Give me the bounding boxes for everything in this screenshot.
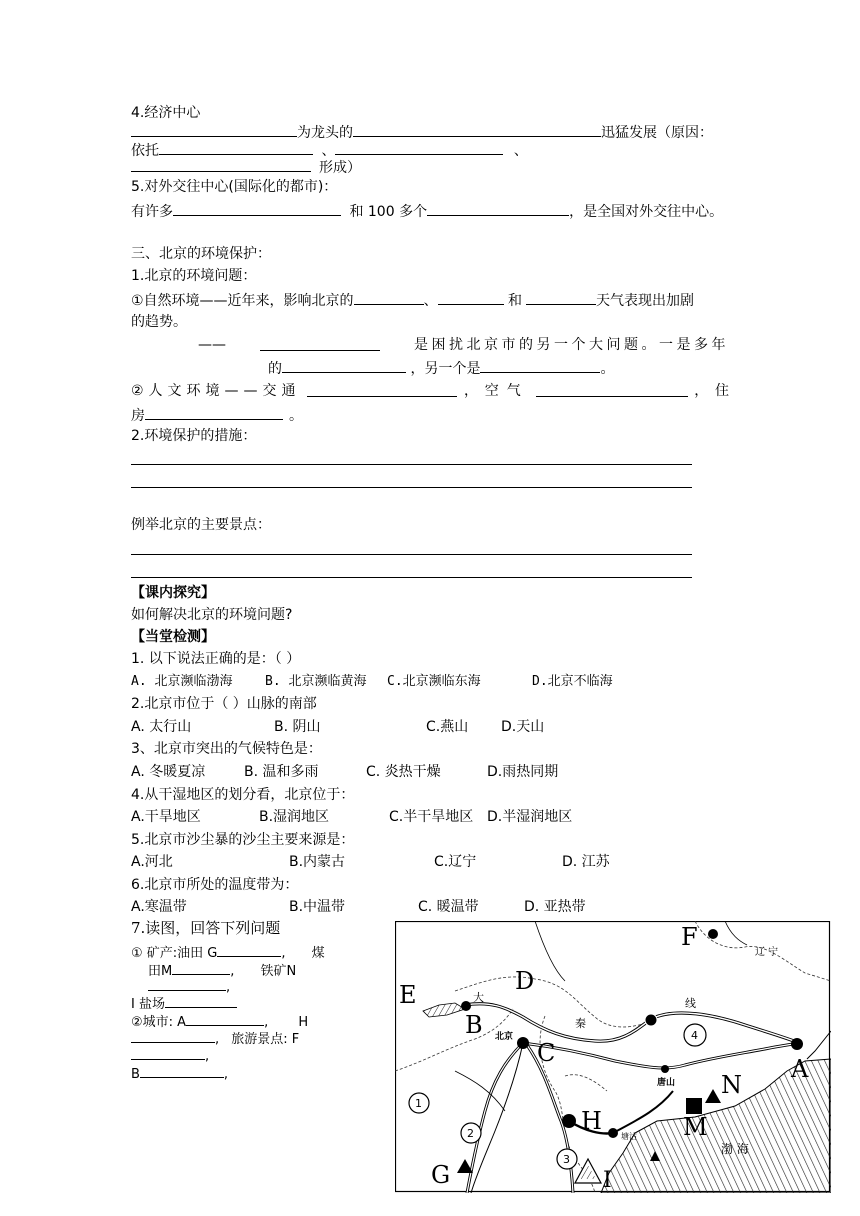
route-4-label: 4 [691,1029,698,1042]
water-mid-text: 是困扰北京市的另一个大问题。一是多年 [414,337,729,353]
answer-blank[interactable] [353,122,601,137]
question-stem: 6.北京市所处的温度带为： [131,877,299,893]
route-3-label: 3 [563,1153,570,1166]
option[interactable]: D.半湿润地区 [487,809,573,825]
iron-text: 铁矿N [260,964,297,979]
econ-end-text: 迅猛发展（原因： [601,125,713,141]
answer-blank[interactable] [282,358,406,373]
natural-env-line [131,290,694,310]
separator: 、 [321,143,336,159]
natural-start-text: ①自然环境——近年来，影响北京的 [131,293,354,309]
answer-blank[interactable] [186,1011,264,1026]
option[interactable]: B. 北京濒临黄海 [265,674,367,689]
answer-blank[interactable] [131,122,297,137]
b-label-text: B [131,1067,140,1082]
comma: , [205,1049,210,1064]
foreign-start-text: 有许多 [131,204,173,220]
answer-blank[interactable] [131,157,311,172]
beijing-region-map [395,921,831,1193]
map-label-a: A [791,1055,809,1083]
spots-title: 例举北京的主要景点： [131,517,271,533]
comma: , [264,1015,269,1030]
option[interactable]: D.雨热同期 [487,764,559,780]
scenic-f-marker [708,929,718,939]
comma: ， [464,383,479,399]
econ-title: 4.经济中心 [131,105,201,121]
map-label-i: I [603,1168,612,1193]
econ-mid-text: 为龙头的 [297,125,353,141]
live-text: 住 [714,383,729,399]
map-label-d: D [515,967,535,995]
period: 。 [289,408,303,424]
map-label-liaoning: 辽 宁 [755,947,779,958]
map-label-xian: 线 [685,997,696,1010]
answer-blank[interactable] [172,960,230,975]
city-a-marker [791,1038,803,1050]
coal-field-text: 田M [148,964,173,979]
q7-b-line [131,1063,228,1084]
air-text: 空气 [484,383,529,399]
test-heading: 【当堂检测】 [131,629,215,645]
foreign-title: 5.对外交往中心(国际化的都市)： [131,179,338,195]
option[interactable]: C.北京濒临东海 [387,674,481,689]
answer-blank[interactable] [307,382,457,397]
and-text: 和 [508,293,523,309]
map-label-f: F [681,923,698,951]
question-stem: 1. 以下说法正确的是：（ ） [131,651,301,667]
option[interactable]: B.内蒙古 [289,854,346,870]
option[interactable]: A. 太行山 [131,719,192,735]
question-stem: 5.北京市沙尘暴的沙尘主要来源是： [131,832,355,848]
answer-blank[interactable] [131,1045,205,1060]
econ-rely-text: 依托 [131,143,159,159]
env-section-title: 三、北京的环境保护： [131,246,271,262]
question-stem: 4.从干湿地区的划分看，北京位于： [131,787,355,803]
mine-prefix: ① 矿产:油田 G [131,946,218,961]
comma: , [215,1032,220,1047]
answer-blank[interactable] [480,358,600,373]
de-text: 的 [268,361,282,377]
answer-blank[interactable] [354,290,424,305]
option[interactable]: D. 亚热带 [524,899,586,915]
answer-blank[interactable] [145,405,283,420]
map-label-b: B [465,1011,483,1039]
human-traffic-text: ②人文环境——交通 [131,383,301,399]
route-1-label: 1 [415,1097,422,1110]
water-line-2 [268,358,614,378]
answer-blank[interactable] [335,140,503,155]
option[interactable]: D.天山 [501,719,545,735]
answer-line[interactable] [131,554,692,555]
separator: 、 [423,293,438,309]
comma: , [223,1067,229,1082]
answer-blank[interactable] [438,290,504,305]
city-b-marker [461,1001,471,1011]
comma: , [226,980,231,995]
map-label-h: H [581,1107,602,1135]
answer-blank[interactable] [536,382,688,397]
map-label-g: G [431,1161,451,1189]
answer-blank[interactable] [165,993,237,1008]
map-label-m: M [683,1113,708,1141]
separator: 、 [513,143,528,159]
foreign-mid-text: 和 100 多个 [349,204,428,220]
option[interactable]: C.半干旱地区 [389,809,474,825]
scenic-text: 旅游景点: F [231,1032,300,1047]
inquiry-heading: 【课内探究】 [131,585,215,601]
option[interactable]: D. 江苏 [562,854,610,870]
econ-line-1 [131,122,713,142]
tangshan-marker [661,1065,669,1073]
answer-line[interactable] [131,577,692,578]
option[interactable]: C.燕山 [426,719,469,735]
answer-blank[interactable] [260,336,380,351]
house-text: 房 [131,408,145,424]
coal-text: 煤 [311,946,325,961]
answer-blank[interactable] [427,201,569,216]
water-other-text: ，另一个是 [410,361,481,377]
map-label-qin: 秦 [575,1017,586,1030]
answer-blank[interactable] [526,290,596,305]
answer-blank[interactable] [173,201,341,216]
option[interactable]: C.辽宁 [434,854,477,870]
beijing-marker [517,1037,529,1049]
tanggu-marker [608,1128,618,1138]
natural-wrap: 的趋势。 [131,314,187,330]
map-label-e: E [399,981,417,1009]
period: 。 [600,361,615,377]
option[interactable]: B.湿润地区 [259,809,330,825]
option[interactable]: A.寒温带 [131,899,187,915]
option[interactable]: A. 北京濒临渤海 [131,674,233,689]
city-prefix: ②城市: A [131,1015,187,1030]
inquiry-question: 如何解决北京的环境问题? [131,607,293,623]
route-2-label: 2 [467,1127,474,1140]
map-label-tanggu: 塘沽 [621,1132,637,1141]
option[interactable]: D.北京不临海 [532,674,613,689]
natural-end-text: 天气表现出加剧 [596,293,695,309]
answer-blank[interactable] [217,942,281,957]
option[interactable]: B. 温和多雨 [244,764,319,780]
option[interactable]: C. 暖温带 [418,899,479,915]
q7-stem: 7.读图，回答下列问题 [131,919,281,937]
map-label-beijing: 北京 [495,1032,514,1042]
option[interactable]: A. 冬暖夏凉 [131,764,206,780]
answer-line[interactable] [131,487,692,488]
comma: , [281,946,286,961]
map-label-n: N [721,1071,742,1099]
map-label-da: 大 [473,991,484,1004]
answer-line[interactable] [131,464,692,465]
map-label-c: C [537,1039,556,1067]
answer-blank[interactable] [159,140,313,155]
option[interactable]: B.中温带 [289,899,346,915]
question-stem: 3、北京市突出的气候特色是： [131,741,322,757]
option[interactable]: B. 阴山 [274,719,321,735]
option[interactable]: A.河北 [131,854,173,870]
dash-text: —— [198,337,226,353]
human-env-line [131,382,729,400]
foreign-end-text: ，是全国对外交往中心。 [569,204,724,220]
map-label-bohai: 渤 海 [721,1142,749,1156]
map-label-tangshan: 唐山 [657,1078,676,1088]
coal-field-m-marker [686,1098,702,1114]
city-h-text: H [298,1015,309,1030]
measures-title: 2.环境保护的措施： [131,428,257,444]
qinhuangdao-marker [645,1014,657,1026]
answer-blank[interactable] [131,1028,215,1043]
house-line [131,405,303,425]
foreign-line [131,201,723,221]
option[interactable]: C. 炎热干燥 [366,764,441,780]
option[interactable]: A.干旱地区 [131,809,201,825]
env-problems-title: 1.北京的环境问题： [131,268,257,284]
econ-line-3 [131,157,361,177]
city-h-marker [562,1114,576,1128]
answer-blank[interactable] [140,1063,224,1078]
question-stem: 2.北京市位于（ ）山脉的南部 [131,696,317,712]
water-line [198,336,729,354]
salt-text: I 盐场 [131,997,165,1012]
econ-formed-text: 形成） [319,160,361,176]
comma: , [230,964,235,979]
answer-blank[interactable] [148,976,226,991]
comma: ， [694,383,709,399]
